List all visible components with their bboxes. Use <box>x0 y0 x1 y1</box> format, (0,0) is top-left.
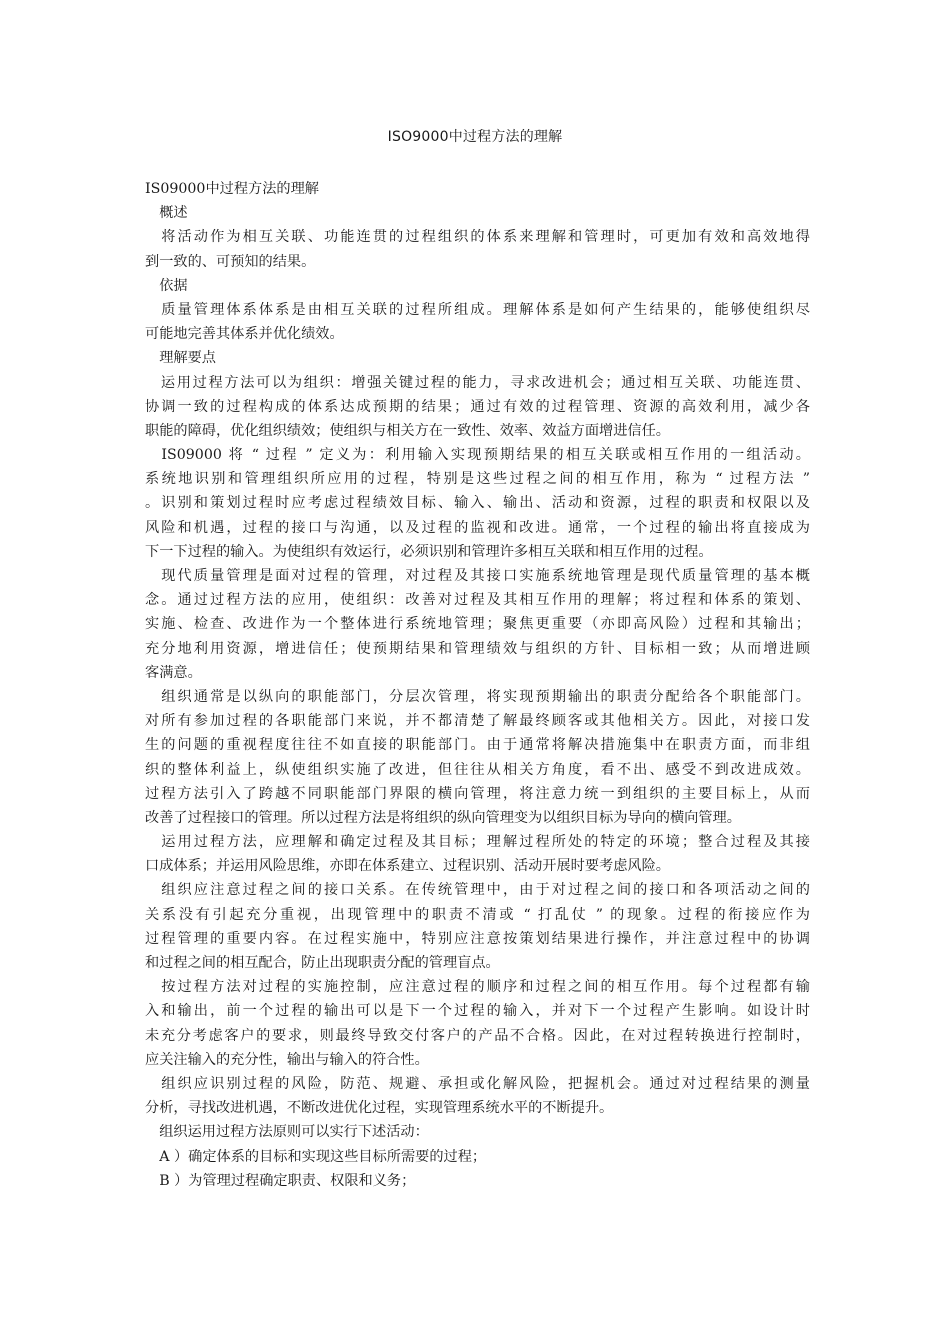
text-line: 协调一致的过程构成的体系达成预期的结果；通过有效的过程管理、资源的高效利用，减少各 <box>145 398 810 415</box>
text-line: 过程管理的重要内容。在过程实施中，特别应注意按策划结果进行操作，并注意过程中的协调 <box>145 930 810 947</box>
text-line: 运用过程方法，应理解和确定过程及其目标；理解过程所处的特定的环境；整合过程及其接 <box>145 834 810 851</box>
text-line: A ）确定体系的目标和实现这些目标所需要的过程； <box>145 1148 487 1165</box>
text-line: 依据 <box>145 277 188 294</box>
text-line: IS09000中过程方法的理解 <box>145 181 319 197</box>
text-line: 。识别和策划过程时应考虑过程绩效目标、输入、输出、活动和资源，过程的职责和权限以及 <box>145 495 810 512</box>
text-line: 系统地识别和管理组织所应用的过程，特别是这些过程之间的相互作用，称为 “ 过程方法 ” <box>145 471 810 488</box>
page-title: ISO9000中过程方法的理解 <box>387 129 563 145</box>
document-body <box>145 177 810 1193</box>
text-line: 按过程方法对过程的实施控制，应注意过程的顺序和过程之间的相互作用。每个过程都有输 <box>145 979 810 996</box>
text-line: 未充分考虑客户的要求，则最终导致交付客户的产品不合格。因此，在对过程转换进行控制时， <box>145 1027 810 1044</box>
text-line: 客满意。 <box>145 664 202 681</box>
text-line: 组织应注意过程之间的接口关系。在传统管理中，由于对过程之间的接口和各项活动之间的 <box>145 882 810 899</box>
text-line: 组织通常是以纵向的职能部门，分层次管理，将实现预期输出的职责分配给各个职能部门。 <box>145 688 810 705</box>
text-line: 对所有参加过程的各职能部门来说，并不都清楚了解最终顾客或其他相关方。因此，对接口发 <box>145 713 810 730</box>
text-line: 和过程之间的相互配合，防止出现职责分配的管理盲点。 <box>145 955 500 971</box>
text-line: 实施、检查、改进作为一个整体进行系统地管理；聚焦更重要（亦即高风险）过程和其输出； <box>145 616 810 633</box>
text-line: 应关注输入的充分性，输出与输入的符合性。 <box>145 1051 429 1068</box>
text-line: 生的问题的重视程度往往不如直接的职能部门。由于通常将解决措施集中在职责方面，而非组 <box>145 737 810 754</box>
text-line: 运用过程方法可以为组织：增强关键过程的能力，寻求改进机会；通过相互关联、功能连贯、 <box>145 374 810 391</box>
text-line: 可能地完善其体系并优化绩效。 <box>145 326 344 343</box>
text-line: 织的整体利益上，纵使组织实施了改进，但往往从相关方角度，看不出、感受不到改进成效。 <box>145 761 810 778</box>
text-line: 到一致的、可预知的结果。 <box>145 253 316 270</box>
text-line: IS09000 将 “ 过程 ” 定义为：利用输入实现预期结果的相互关联或相互作用的一组活动。 <box>145 447 810 464</box>
text-line: 充分地利用资源，增进信任；使预期结果和管理绩效与组织的方针、目标相一致；从而增进顾 <box>145 640 810 657</box>
text-line: 分析，寻找改进机遇，不断改进优化过程，实现管理系统水平的不断提升。 <box>145 1100 614 1117</box>
text-line: 组织运用过程方法原则可以实行下述活动： <box>145 1124 429 1141</box>
text-line: 改善了过程接口的管理。所以过程方法是将组织的纵向管理变为以组织目标为导向的横向管理。 <box>145 809 741 826</box>
text-line: 现代质量管理是面对过程的管理，对过程及其接口实施系统地管理是现代质量管理的基本概 <box>145 568 810 584</box>
text-line: 质量管理体系体系是由相互关联的过程所组成。理解体系是如何产生结果的，能够使组织尽 <box>145 301 810 318</box>
text-line: 关系没有引起充分重视，出现管理中的职责不清或 “ 打乱仗 ” 的现象。过程的衔接应作为 <box>145 906 810 923</box>
text-line: 理解要点 <box>145 350 216 367</box>
text-line: 职能的障碍，优化组织绩效；使组织与相关方在一致性、效率、效益方面增进信任。 <box>145 422 670 439</box>
text-line: 下一下过程的输入。为使组织有效运行，必须识别和管理许多相互关联和相互作用的过程。 <box>145 543 713 560</box>
text-line: 风险和机遇，过程的接口与沟通，以及过程的监视和改进。通常，一个过程的输出将直接成为 <box>145 519 810 536</box>
text-line: 念。通过过程方法的应用，使组织：改善对过程及其相互作用的理解；将过程和体系的策划、 <box>145 592 810 609</box>
text-line: 将活动作为相互关联、功能连贯的过程组织的体系来理解和管理时，可更加有效和高效地得 <box>145 229 810 246</box>
text-line: 口成体系；并运用风险思维，亦即在体系建立、过程识别、活动开展时要考虑风险。 <box>145 858 670 875</box>
text-line: 入和输出，前一个过程的输出可以是下一个过程的输入，并对下一个过程产生影响。如设计时 <box>145 1003 810 1020</box>
text-line: 组织应识别过程的风险，防范、规避、承担或化解风险，把握机会。通过对过程结果的测量 <box>145 1075 810 1092</box>
text-line: 概述 <box>145 205 188 222</box>
text-line: B ）为管理过程确定职责、权限和义务； <box>145 1172 416 1189</box>
text-line: 过程方法引入了跨越不同职能部门界限的横向管理，将注意力统一到组织的主要目标上，从而 <box>145 785 810 802</box>
